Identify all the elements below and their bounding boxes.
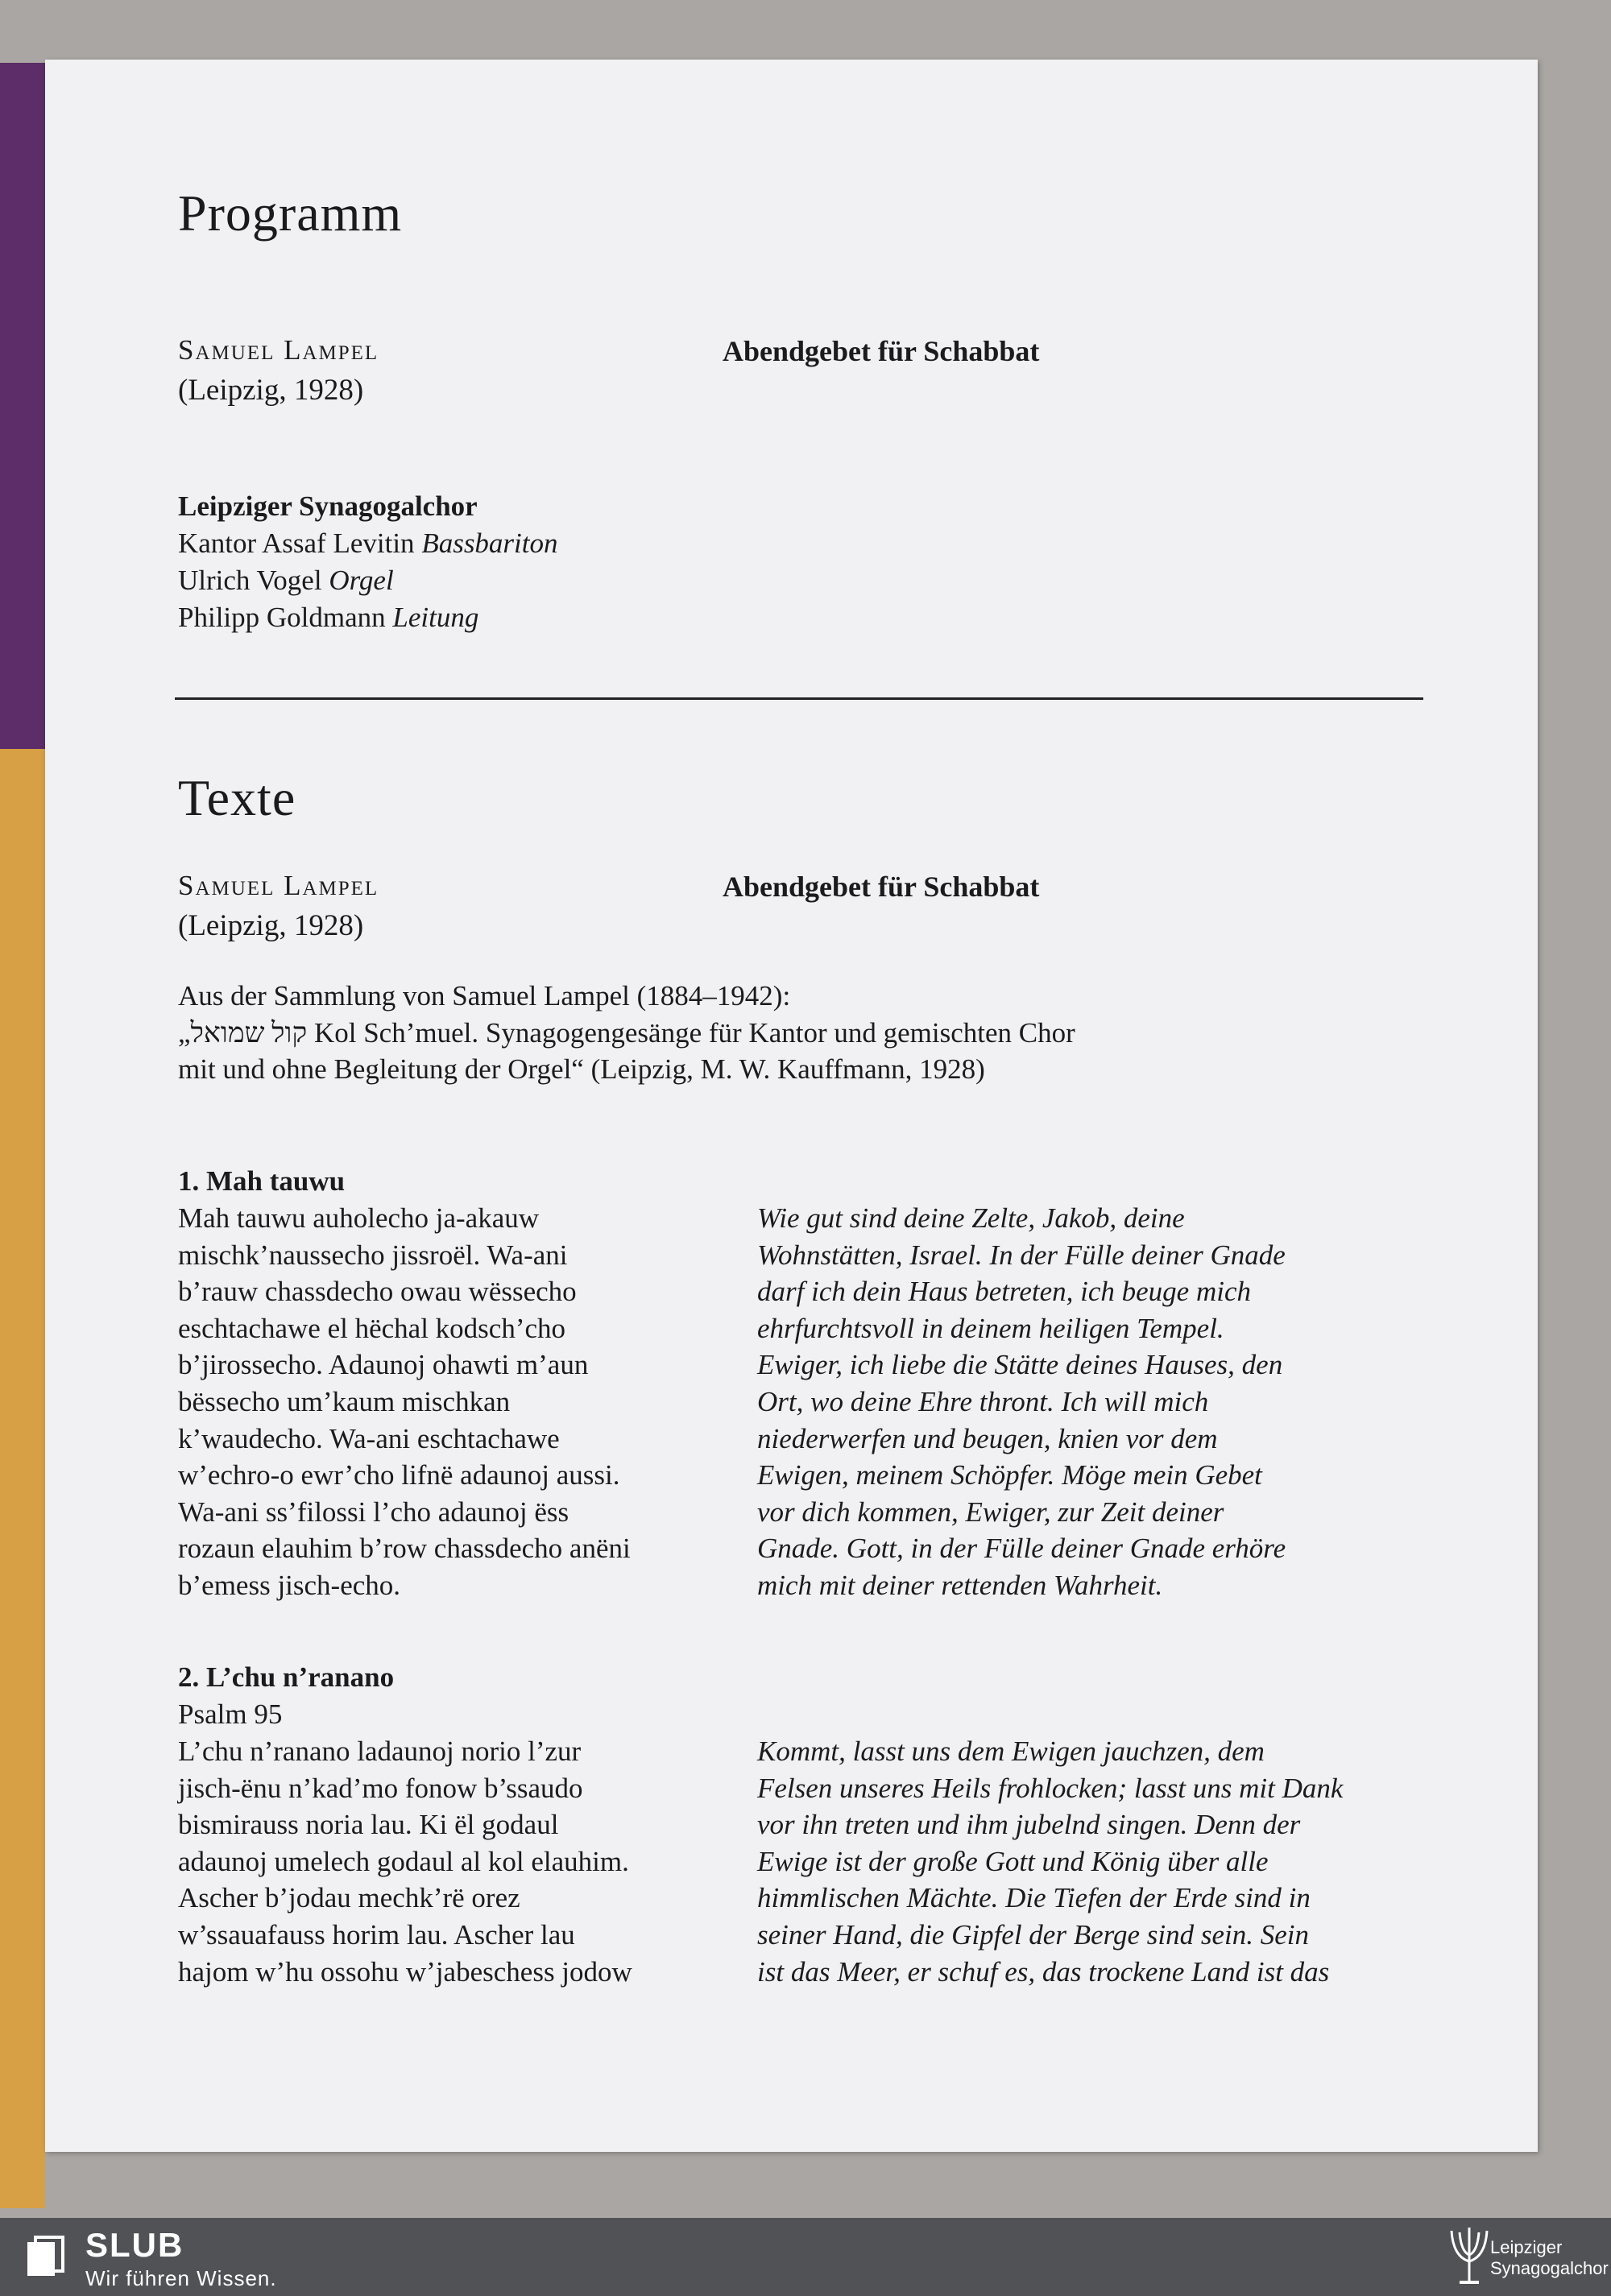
performer-role: Orgel	[329, 565, 394, 596]
choir-name-line: Synagogalchor	[1490, 2258, 1609, 2278]
text-line: adaunoj umelech godaul al kol elauhim.	[178, 1845, 629, 1877]
performer-row	[178, 525, 558, 562]
original-text-lchu-nranano	[178, 1733, 632, 1990]
texte-composer: Samuel Lampel	[178, 870, 379, 901]
intro-paragraph	[178, 978, 1075, 1088]
orange-edge-stripe	[0, 749, 45, 2208]
intro-line: mit und ohne Begleitung der Orgel“ (Leipzig, M. W. Kauffmann, 1928)	[178, 1053, 985, 1086]
performer-name: Kantor Assaf Levitin	[178, 527, 415, 559]
text-line: Ort, wo deine Ehre thront. Ich will mich	[757, 1385, 1209, 1417]
section-subtitle: Psalm 95	[178, 1698, 283, 1730]
performer-role: Bassbariton	[421, 527, 558, 559]
text-line: mich mit deiner rettenden Wahrheit.	[757, 1569, 1163, 1601]
choir-name-line: Leipziger	[1490, 2237, 1563, 2257]
text-line: k’waudecho. Wa-ani eschtachawe	[178, 1422, 560, 1454]
programm-heading: Programm	[178, 184, 403, 242]
performer-name: Ulrich Vogel	[178, 565, 322, 596]
slub-logo-icon	[24, 2236, 64, 2283]
performer-name: Philipp Goldmann	[178, 602, 386, 633]
text-line: b’emess jisch-echo.	[178, 1569, 401, 1601]
text-line: Ewige ist der große Gott und König über alle	[757, 1845, 1269, 1877]
text-line: niederwerfen und beugen, knien vor dem	[757, 1422, 1218, 1454]
section-divider	[175, 697, 1423, 700]
text-line: L’chu n’ranano ladaunoj norio l’zur	[178, 1735, 582, 1767]
intro-line: „קול שמואל Kol Sch’muel. Synagogengesänge für Kantor und gemischten Chor	[178, 1016, 1075, 1049]
menorah-icon	[1447, 2224, 1492, 2296]
text-line: jisch-ënu n’kad’mo fonow b’ssaudo	[178, 1772, 583, 1804]
text-line: Mah tauwu auholecho ja-akauw	[178, 1202, 540, 1234]
text-line: Ewiger, ich liebe die Stätte deines Hauses, den	[757, 1349, 1283, 1381]
library-name[interactable]: SLUB	[85, 2226, 184, 2264]
programm-work-title: Abendgebet für Schabbat	[723, 335, 1040, 367]
programm-composer-place: (Leipzig, 1928)	[178, 374, 364, 407]
text-line: mischk’naussecho jissroël. Wa-ani	[178, 1239, 568, 1271]
text-line: vor dich kommen, Ewiger, zur Zeit deiner	[757, 1496, 1224, 1528]
section-title-mah-tauwu: 1. Mah tauwu	[178, 1165, 346, 1197]
choir-logo-text	[1490, 2237, 1609, 2279]
text-line: Kommt, lasst uns dem Ewigen jauchzen, dem	[757, 1735, 1265, 1767]
texte-heading: Texte	[178, 769, 296, 826]
text-line: bëssecho um’kaum mischkan	[178, 1385, 511, 1417]
text-line: w’ssauafauss horim lau. Ascher lau	[178, 1918, 575, 1951]
text-line: Gnade. Gott, in der Fülle deiner Gnade erhöre	[757, 1533, 1286, 1565]
texte-work-title: Abendgebet für Schabbat	[723, 871, 1040, 903]
text-line: Wie gut sind deine Zelte, Jakob, deine	[757, 1202, 1185, 1234]
text-line: eschtachawe el hëchal kodsch’cho	[178, 1312, 566, 1344]
text-line: b’rauw chassdecho owau wëssecho	[178, 1276, 577, 1308]
programm-composer: Samuel Lampel	[178, 334, 379, 366]
text-line: Ascher b’jodau mechk’rë orez	[178, 1882, 520, 1914]
original-text-mah-tauwu	[178, 1200, 631, 1604]
text-line: seiner Hand, die Gipfel der Berge sind sein. Sein	[757, 1918, 1309, 1951]
text-line: w’echro-o ewr’cho lifnë adaunoj aussi.	[178, 1459, 620, 1491]
intro-line: Aus der Sammlung von Samuel Lampel (1884–1942):	[178, 980, 791, 1011]
ensemble-name: Leipziger Synagogalchor	[178, 490, 478, 522]
performer-role: Leitung	[392, 602, 479, 633]
text-line: darf ich dein Haus betreten, ich beuge mich	[757, 1276, 1251, 1308]
document-page	[45, 60, 1538, 2152]
library-slogan: Wir führen Wissen.	[85, 2266, 277, 2290]
text-line: hajom w’hu ossohu w’jabeschess jodow	[178, 1955, 632, 1988]
text-line: Wohnstätten, Israel. In der Fülle deiner Gnade	[757, 1239, 1286, 1271]
text-line: bismirauss noria lau. Ki ël godaul	[178, 1809, 559, 1841]
text-line: ist das Meer, er schuf es, das trockene Land ist das	[757, 1955, 1330, 1988]
performer-row	[178, 562, 394, 599]
translation-text-mah-tauwu	[757, 1200, 1286, 1604]
texte-composer-place: (Leipzig, 1928)	[178, 909, 364, 942]
performer-row	[178, 599, 478, 636]
library-footer	[0, 2218, 1611, 2296]
text-line: Ewigen, meinem Schöpfer. Möge mein Gebet	[757, 1459, 1262, 1491]
text-line: Felsen unseres Heils frohlocken; lasst uns mit Dank	[757, 1772, 1344, 1804]
purple-edge-stripe	[0, 63, 45, 749]
text-line: ehrfurchtsvoll in deinem heiligen Tempel.	[757, 1312, 1224, 1344]
text-line: himmlischen Mächte. Die Tiefen der Erde sind in	[757, 1882, 1311, 1914]
text-line: rozaun elauhim b’row chassdecho anëni	[178, 1533, 631, 1565]
section-title-lchu-nranano: 2. L’chu n’ranano	[178, 1661, 395, 1693]
translation-text-lchu-nranano	[757, 1733, 1343, 1990]
text-line: Wa-ani ss’filossi l’cho adaunoj ëss	[178, 1496, 569, 1528]
text-line: b’jirossecho. Adaunoj ohawti m’aun	[178, 1349, 589, 1381]
text-line: vor ihn treten und ihm jubelnd singen. Denn der	[757, 1809, 1301, 1841]
